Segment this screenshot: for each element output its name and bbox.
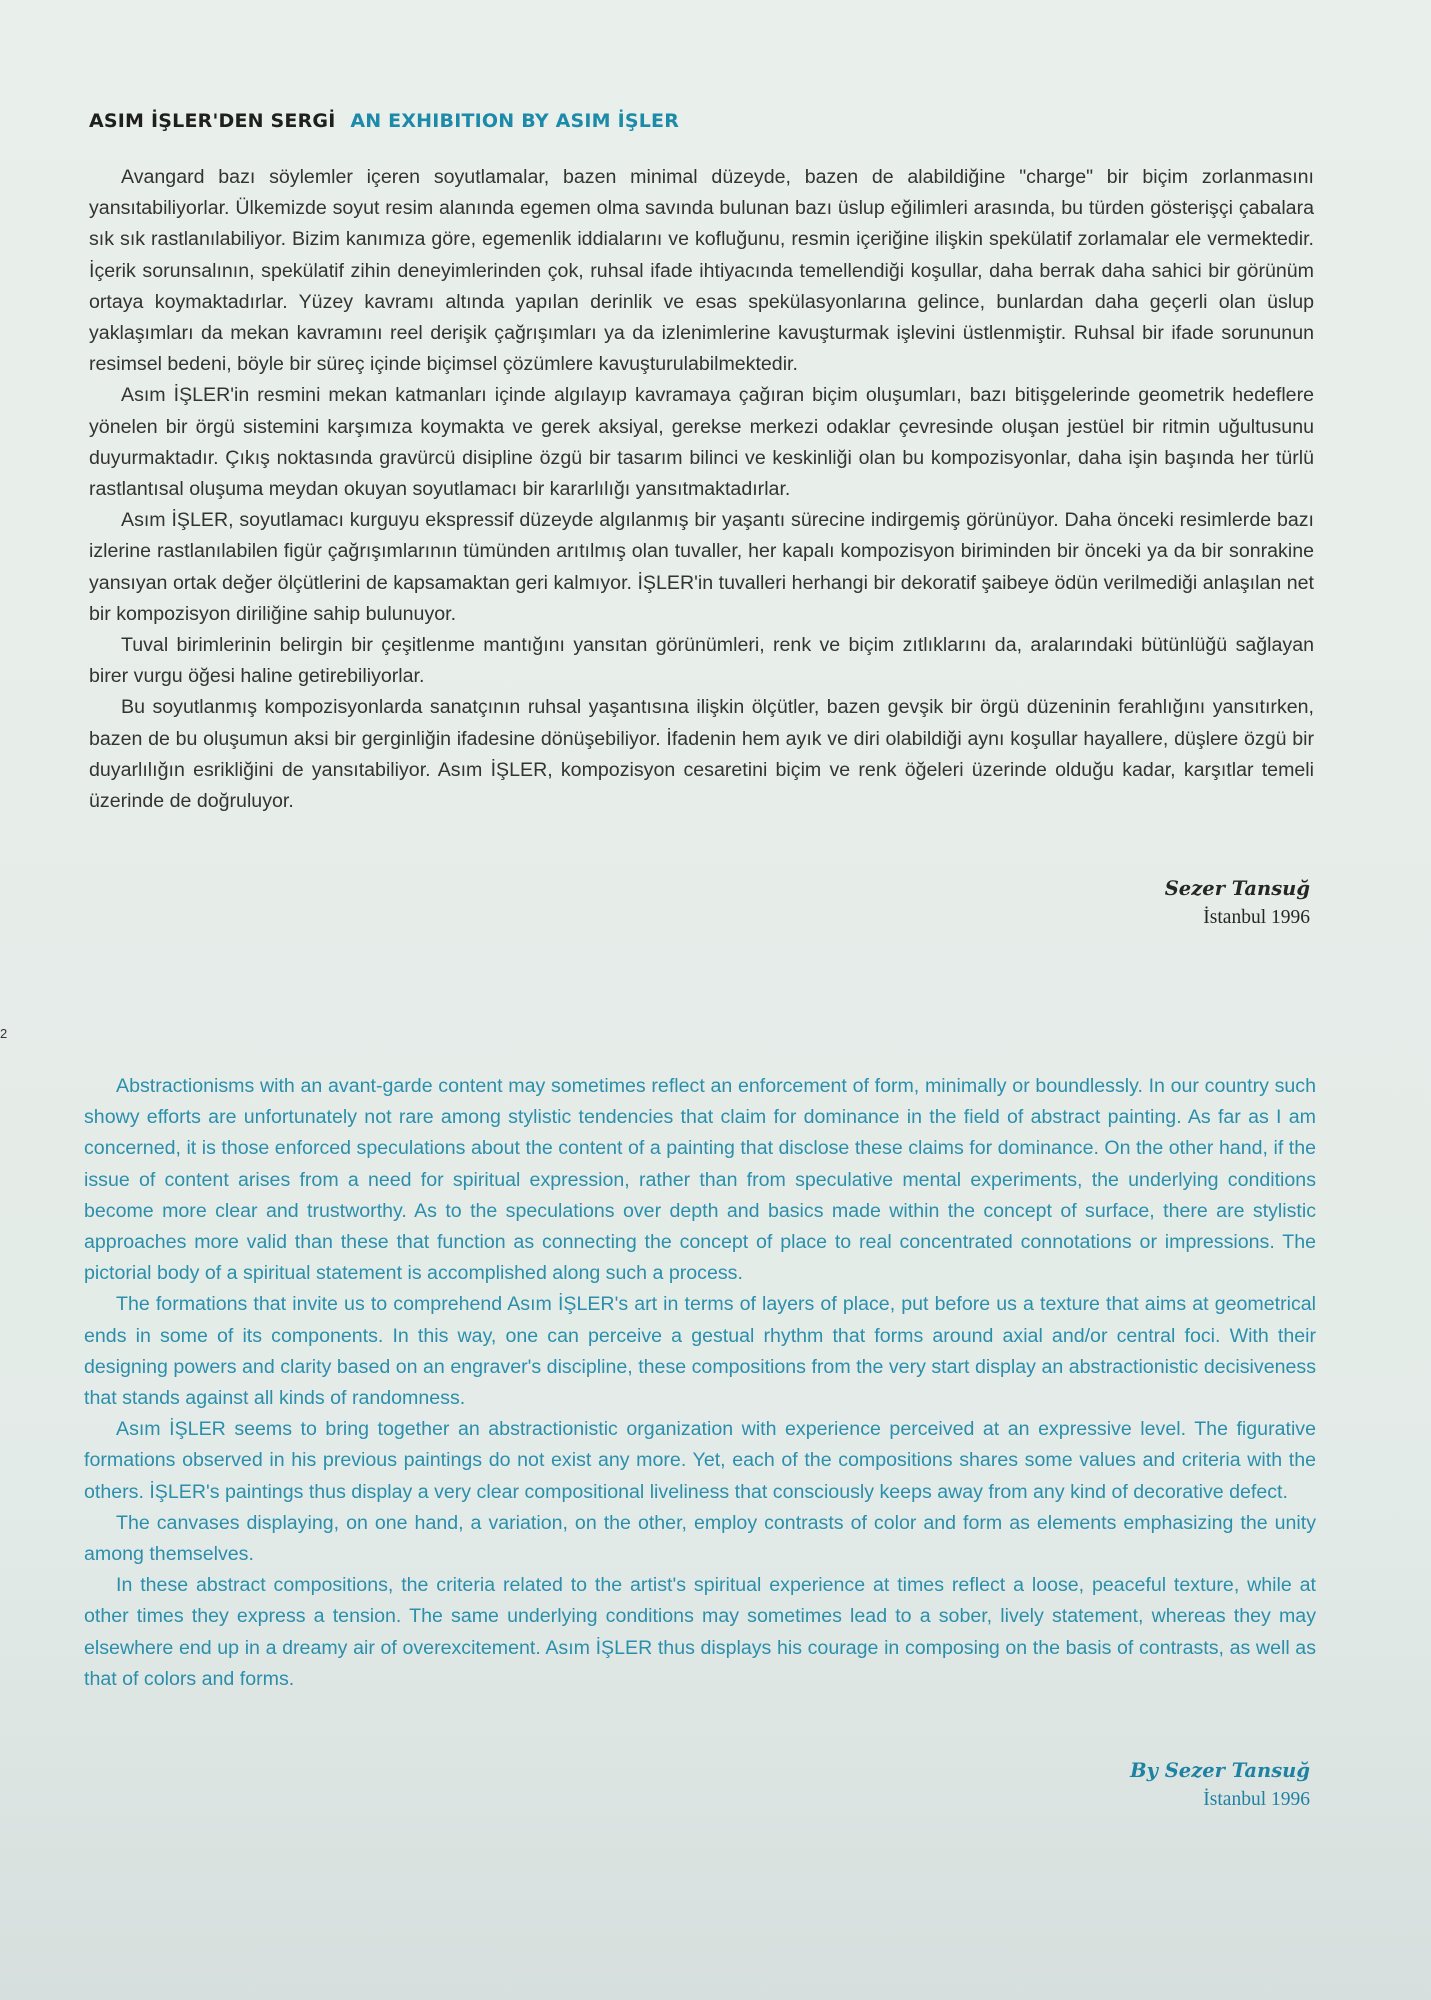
english-paragraph: Asım İŞLER seems to bring together an abstractionistic organization with experience perceived at an expressive level. The figurative formations observed in his previous paintings do not exist any more. Yet, each of the compositions shares some values and criteria with the others. İŞLER's paintings thus display a very clear compositional liveliness that consciously keeps away from any kind of decorative defect. — [84, 1418, 1316, 1503]
page-heading — [89, 110, 1339, 132]
english-paragraph: Abstractionisms with an avant-garde content may sometimes reflect an enforcement of form, minimally or boundlessly. In our country such showy efforts are unfortunately not rare among stylistic tendencies that claim for dominance in the field of abstract painting. As far as I am concerned, it is those enforced speculations about the content of a painting that disclose these claims for dominance. On the other hand, if the issue of content arises from a need for spiritual expression, rather than from speculative mental experiments, the underlying conditions become more clear and trustworthy. As to the speculations over depth and basics made within the concept of surface, there are stylistic approaches more valid than these that function as connecting the concept of place to real concentrated connotations or impressions. The pictorial body of a spiritual statement is accomplished along such a process. — [84, 1075, 1316, 1285]
heading-turkish: ASIM İŞLER'DEN SERGİ — [89, 110, 336, 132]
turkish-signature — [1165, 874, 1310, 932]
english-paragraph: The canvases displaying, on one hand, a variation, on the other, employ contrasts of color and form as elements emphasizing the unity among themselves. — [84, 1511, 1316, 1566]
signature-place-date: İstanbul 1996 — [1203, 1789, 1310, 1810]
turkish-paragraph: Asım İŞLER'in resmini mekan katmanları içinde algılayıp kavramaya çağıran biçim oluşumları, bazı bitişgelerinde geometrik hedeflere yönelen bir örgü sistemini karşımıza koymakta ve gerek aksiyal, gerekse merkezi odaklar çevresinde oluşan jestüel bir ritmin uğultusunu duyurmaktadır. Çıkış noktasında gravürcü disipline özgü bir tasarım bilinci ve keskinliği olan bu kompozisyonlar, daha işin başında her türlü rastlantısal oluşuma meydan okuyan soyutlamacı bir kararlılığı yansıtmaktadırlar. — [89, 384, 1314, 501]
english-paragraph: In these abstract compositions, the criteria related to the artist's spiritual experience at times reflect a loose, peaceful texture, while at other times they express a tension. The same underlying conditions may sometimes lead to a sober, lively statement, whereas they may elsewhere end up in a dreamy air of overexcitement. Asım İŞLER thus displays his courage in composing on the basis of contrasts, as well as that of colors and forms. — [84, 1574, 1316, 1690]
signature-author: By Sezer Tansuğ — [1130, 1759, 1310, 1782]
signature-author: Sezer Tansuğ — [1164, 877, 1310, 900]
heading-english: AN EXHIBITION BY ASIM İŞLER — [350, 110, 680, 132]
turkish-paragraph: Asım İŞLER, soyutlamacı kurguyu ekspressif düzeyde algılanmış bir yaşantı sürecine indirgemiş görünüyor. Daha önceki resimlerde bazı izlerine rastlanılabilen figür çağrışımlarının tümünden arıtılmış olan tuvaller, her kapalı kompozisyon biriminden bir önceki ya da bir sonrakine yansıyan ortak değer ölçütlerini de kapsamaktan geri kalmıyor. İŞLER'in tuvalleri herhangi bir dekoratif şaibeye ödün verilmediği anlaşılan net bir kompozisyon diriliğine sahip bulunuyor. — [89, 509, 1314, 625]
turkish-paragraph: Bu soyutlanmış kompozisyonlarda sanatçının ruhsal yaşantısına ilişkin ölçütler, bazen gevşik bir örgü düzeninin ferahlığını yansıtırken, bazen de bu oluşumun aksi bir gerginliğin ifadesine dönüşebiliyor. İfadenin hem ayık ve diri olabildiği aynı koşullar hayallere, düşlere özgü bir duyarlılığın esrikliğini de yansıtabiliyor. Asım İŞLER, kompozisyon cesaretini biçim ve renk öğeleri üzerinde olduğu kadar, karşıtlar temeli üzerinde de doğruluyor. — [89, 696, 1314, 813]
signature-place-date: İstanbul 1996 — [1203, 907, 1310, 928]
turkish-paragraph: Tuval birimlerinin belirgin bir çeşitlenme mantığını yansıtan görünümleri, renk ve biçim zıtlıklarını da, aralarındaki bütünlüğü sağlayan birer vurgu öğesi haline getirebiliyorlar. — [89, 634, 1314, 688]
page-number: 2 — [0, 1026, 8, 1041]
english-paragraph: The formations that invite us to comprehend Asım İŞLER's art in terms of layers of place, put before us a texture that aims at geometrical ends in some of its components. In this way, one can perceive a gestual rhythm that forms around axial and/or central foci. With their designing powers and clarity based on an engraver's discipline, these compositions from the very start display an abstractionistic decisiveness that stands against all kinds of randomness. — [84, 1293, 1316, 1410]
turkish-paragraph: Avangard bazı söylemler içeren soyutlamalar, bazen minimal düzeyde, bazen de alabildiğine "charge" bir biçim zorlanmasını yansıtabiliyorlar. Ülkemizde soyut resim alanında egemen olma savında bulunan bazı üslup eğilimleri arasında, bu türden gösterişçi çabalara sık sık rastlanılabiliyor. Bizim kanımıza göre, egemenlik iddialarını ve kofluğunu, resmin içeriğine ilişkin spekülatif zorlamalar ele vermektedir. İçerik sorunsalının, spekülatif zihin deneyimlerinden çok, ruhsal ifade ihtiyacında temellendiği koşullar, daha berrak daha sahici bir görünüm ortaya koymaktadırlar. Yüzey kavramı altında yapılan derinlik ve esas spekülasyonlarına gelince, bunlardan daha geçerli olan üslup yaklaşımları da mekan kavramını reel derişik çağrışımları ya da izlenimlerine kavuşturmak işlevini üstlenmiştir. Ruhsal bir ifade sorununun resimsel bedeni, böyle bir süreç içinde biçimsel çözümlere kavuşturulabilmektedir. — [89, 166, 1314, 376]
turkish-essay — [89, 162, 1314, 817]
english-signature — [1130, 1756, 1310, 1814]
english-essay — [84, 1071, 1316, 1695]
